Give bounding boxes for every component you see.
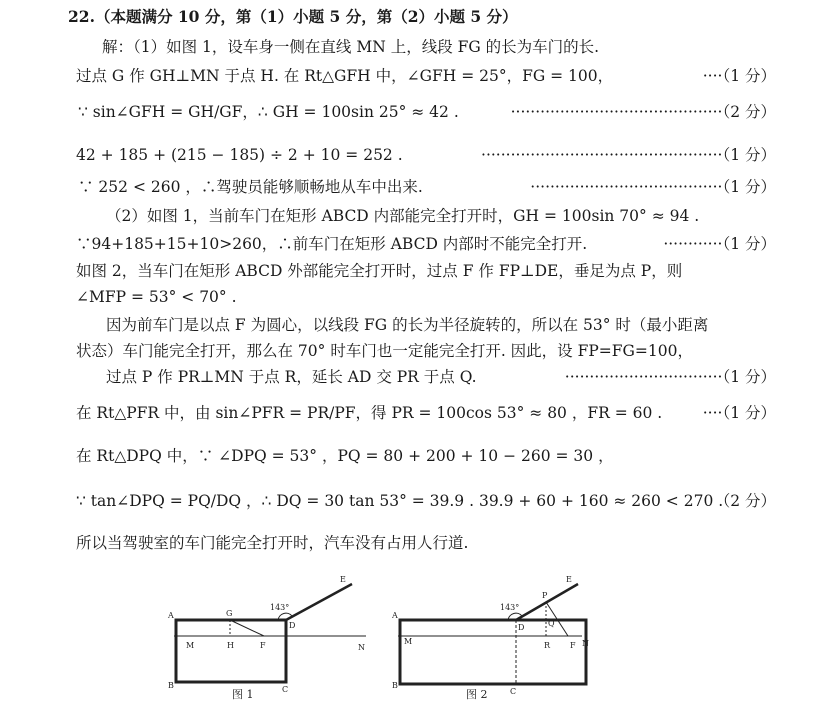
line-score: ····（1 分） [702, 404, 776, 422]
solution-line-16 [0, 528, 828, 558]
line-text: ∠MFP = 53° < 70° . [76, 288, 237, 306]
line-score: ····（1 分） [702, 67, 776, 85]
rectangle-abcd [400, 620, 586, 684]
line-score: ·······································（1 分） [530, 178, 776, 196]
solution-line-3 [0, 97, 828, 127]
solution-line-5 [0, 172, 828, 202]
line-text: ∵ 252 < 260 ，∴驾驶员能够顺畅地从车中出来. [78, 178, 423, 196]
line-text: 在 Rt△DPQ 中，∵ ∠DPQ = 53° ，PQ = 80 + 200 + 10 − 260 = 30 ， [76, 447, 614, 465]
label-p: P [542, 591, 548, 600]
label-a: A [168, 611, 174, 620]
line-text: 过点 G 作 GH⊥MN 于点 H. 在 Rt△GFH 中，∠GFH = 25°，FG = 100， [76, 67, 614, 85]
label-r: R [544, 641, 551, 650]
solution-line-12 [0, 362, 828, 392]
line-score: ············（1 分） [663, 235, 776, 253]
door-de [516, 584, 578, 620]
label-h: H [227, 641, 234, 650]
line-text: 解：（1）如图 1，设车身一侧在直线 MN 上，线段 FG 的长为车门的长. [102, 38, 600, 56]
solution-line-7 [0, 229, 828, 259]
label-m: M [186, 641, 195, 650]
solution-line-6 [0, 201, 828, 231]
figure-2 [392, 572, 592, 707]
figure-2-caption: 图 2 [466, 688, 488, 701]
line-text: 所以当驾驶室的车门能完全打开时，汽车没有占用人行道. [76, 534, 469, 552]
label-b: B [168, 681, 174, 690]
line-text: 因为前车门是以点 F 为圆心，以线段 FG 的长为半径旋转的，所以在 53° 时（最小距离 [106, 316, 709, 334]
label-a: A [392, 611, 398, 620]
line-score: （2 分） [714, 492, 776, 510]
figure-1 [160, 572, 370, 707]
label-c: C [282, 685, 289, 694]
line-text: ∵ tan∠DPQ = PQ/DQ ，∴ DQ = 30 tan 53° = 39.9 . 39.9 + 60 + 160 ≈ 260 < 270 . [76, 492, 724, 510]
solution-line-15 [0, 486, 828, 516]
line-score: ···········································（2 分） [510, 103, 776, 121]
figure-1-diagram [160, 572, 370, 707]
line-text: ∵94+185+15+10>260，∴前车门在矩形 ABCD 内部时不能完全打开. [76, 235, 588, 253]
solution-line-14 [0, 441, 828, 471]
line-text: 42 + 185 + (215 − 185) ÷ 2 + 10 = 252 . [76, 146, 403, 164]
label-f: F [570, 641, 576, 650]
line-text: 状态）车门能完全打开，那么在 70° 时车门也一定能完全打开. 因此，设 FP=FG=100， [76, 342, 693, 360]
label-n: N [358, 643, 365, 652]
label-f: F [260, 641, 266, 650]
line-text: 如图 2，当车门在矩形 ABCD 外部能完全打开时，过点 F 作 FP⊥DE，垂足为点 P，则 [76, 262, 683, 280]
problem-header-line [0, 2, 828, 32]
figure-1-caption: 图 1 [232, 688, 254, 701]
solution-line-4 [0, 140, 828, 170]
line-text: ∵ sin∠GFH = GH/GF，∴ GH = 100sin 25° ≈ 42 . [78, 103, 459, 121]
line-score: ································（1 分） [564, 368, 776, 386]
problem-header: 22.（本题满分 10 分，第（1）小题 5 分，第（2）小题 5 分） [68, 7, 518, 26]
label-angle: 143° [270, 603, 290, 612]
line-score: ·················································（1 分） [481, 146, 776, 164]
segment-gf [230, 620, 264, 636]
label-q: Q [548, 619, 555, 628]
solution-line-9 [0, 282, 828, 312]
solution-line-1 [0, 32, 828, 62]
line-text: 在 Rt△PFR 中，由 sin∠PFR = PR/PF，得 PR = 100cos 53° ≈ 80 ，FR = 60 . [76, 404, 663, 422]
label-c: C [510, 687, 517, 696]
label-m: M [404, 637, 413, 646]
label-b: B [392, 681, 398, 690]
label-angle: 143° [500, 603, 520, 612]
label-d: D [289, 621, 296, 630]
rectangle-abcd [176, 620, 286, 682]
solution-line-13 [0, 398, 828, 428]
line-text: 过点 P 作 PR⊥MN 于点 R，延长 AD 交 PR 于点 Q. [106, 368, 477, 386]
line-text: （2）如图 1，当前车门在矩形 ABCD 内部能完全打开时，GH = 100sin 70° ≈ 94 . [106, 207, 700, 225]
label-g: G [226, 609, 233, 618]
door-de [286, 584, 352, 620]
figure-2-diagram [392, 572, 592, 707]
label-e: E [566, 575, 572, 584]
solution-line-2 [0, 61, 828, 91]
label-n: N [582, 639, 589, 648]
label-d: D [518, 623, 525, 632]
label-e: E [340, 575, 346, 584]
